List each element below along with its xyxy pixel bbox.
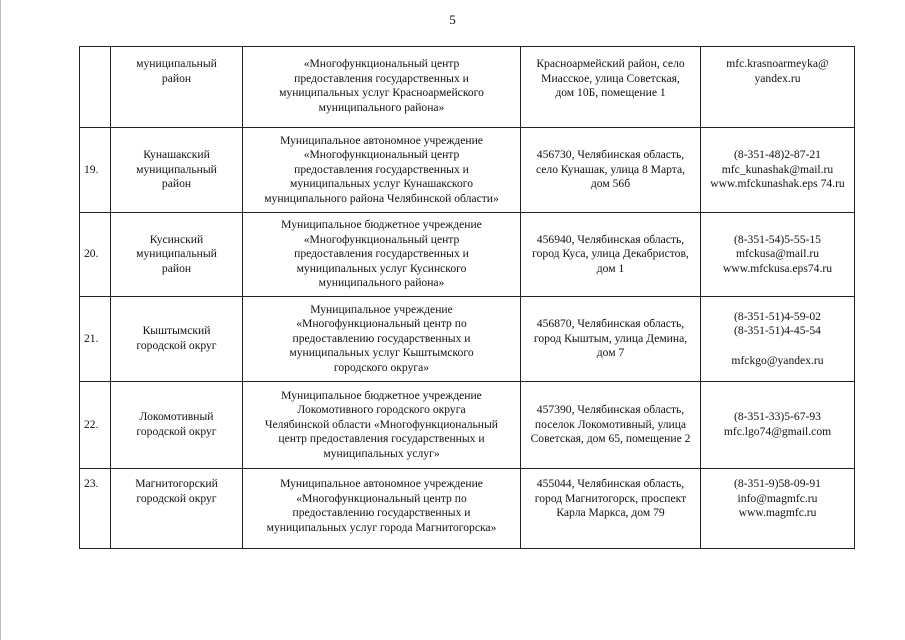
district-cell: Кыштымский городской округ [111, 297, 243, 382]
row-number: 23. [80, 469, 111, 549]
contacts-cell: mfc.krasnoarmeyka@ yandex.ru [701, 47, 855, 128]
organization-cell: Муниципальное учреждение «Многофункциональный центр по предоставлению государственных и муниципальных услуг Кыштымского городского округа» [243, 297, 521, 382]
mfc-table [79, 46, 855, 549]
table-row [80, 128, 855, 213]
row-number: 21. [80, 297, 111, 382]
address-cell: Красноармейский район, село Миасское, улица Советская, дом 10Б, помещение 1 [521, 47, 701, 128]
contacts-cell: (8-351-48)2-87-21 mfc_kunashak@mail.ru www.mfckunashak.eps 74.ru [701, 128, 855, 213]
district-cell: Локомотивный городской округ [111, 382, 243, 469]
table-row [80, 213, 855, 297]
address-cell: 456870, Челябинская область, город Кыштым, улица Демина, дом 7 [521, 297, 701, 382]
contacts-cell: (8-351-9)58-09-91 info@magmfc.ru www.magmfc.ru [701, 469, 855, 549]
row-number: 20. [80, 213, 111, 297]
organization-cell: Муниципальное автономное учреждение «Многофункциональный центр по предоставлению государственных и муниципальных услуг города Магнитогорска» [243, 469, 521, 549]
table-row [80, 469, 855, 549]
table-row [80, 47, 855, 128]
address-cell: 456730, Челябинская область, село Кунашак, улица 8 Марта, дом 56б [521, 128, 701, 213]
row-number [80, 47, 111, 128]
row-number: 19. [80, 128, 111, 213]
address-cell: 456940, Челябинская область, город Куса, улица Декабристов, дом 1 [521, 213, 701, 297]
table-row [80, 297, 855, 382]
table-row [80, 382, 855, 469]
organization-cell: Муниципальное бюджетное учреждение «Многофункциональный центр предоставления государственных и муниципальных услуг Кусинского муниципального района» [243, 213, 521, 297]
address-cell: 455044, Челябинская область, город Магнитогорск, проспект Карла Маркса, дом 79 [521, 469, 701, 549]
page-number: 5 [449, 12, 456, 27]
contacts-cell: (8-351-33)5-67-93 mfc.lgo74@gmail.com [701, 382, 855, 469]
district-cell: Кусинский муниципальный район [111, 213, 243, 297]
district-cell: муниципальный район [111, 47, 243, 128]
address-cell: 457390, Челябинская область, поселок Локомотивный, улица Советская, дом 65, помещение 2 [521, 382, 701, 469]
contacts-cell: (8-351-54)5-55-15 mfckusa@mail.ru www.mfckusa.eps74.ru [701, 213, 855, 297]
contacts-cell: (8-351-51)4-59-02 (8-351-51)4-45-54 mfckgo@yandex.ru [701, 297, 855, 382]
page-edge [0, 0, 5, 640]
district-cell: Магнитогорский городской округ [111, 469, 243, 549]
organization-cell: Муниципальное бюджетное учреждение Локомотивного городского округа Челябинской области «Многофункциональный центр предоставления государственных и муниципальных услуг» [243, 382, 521, 469]
organization-cell: «Многофункциональный центр предоставления государственных и муниципальных услуг Красноармейского муниципального района» [243, 47, 521, 128]
organization-cell: Муниципальное автономное учреждение «Многофункциональный центр предоставления государственных и муниципальных услуг Кунашакского муниципального района Челябинской области» [243, 128, 521, 213]
row-number: 22. [80, 382, 111, 469]
district-cell: Кунашакский муниципальный район [111, 128, 243, 213]
